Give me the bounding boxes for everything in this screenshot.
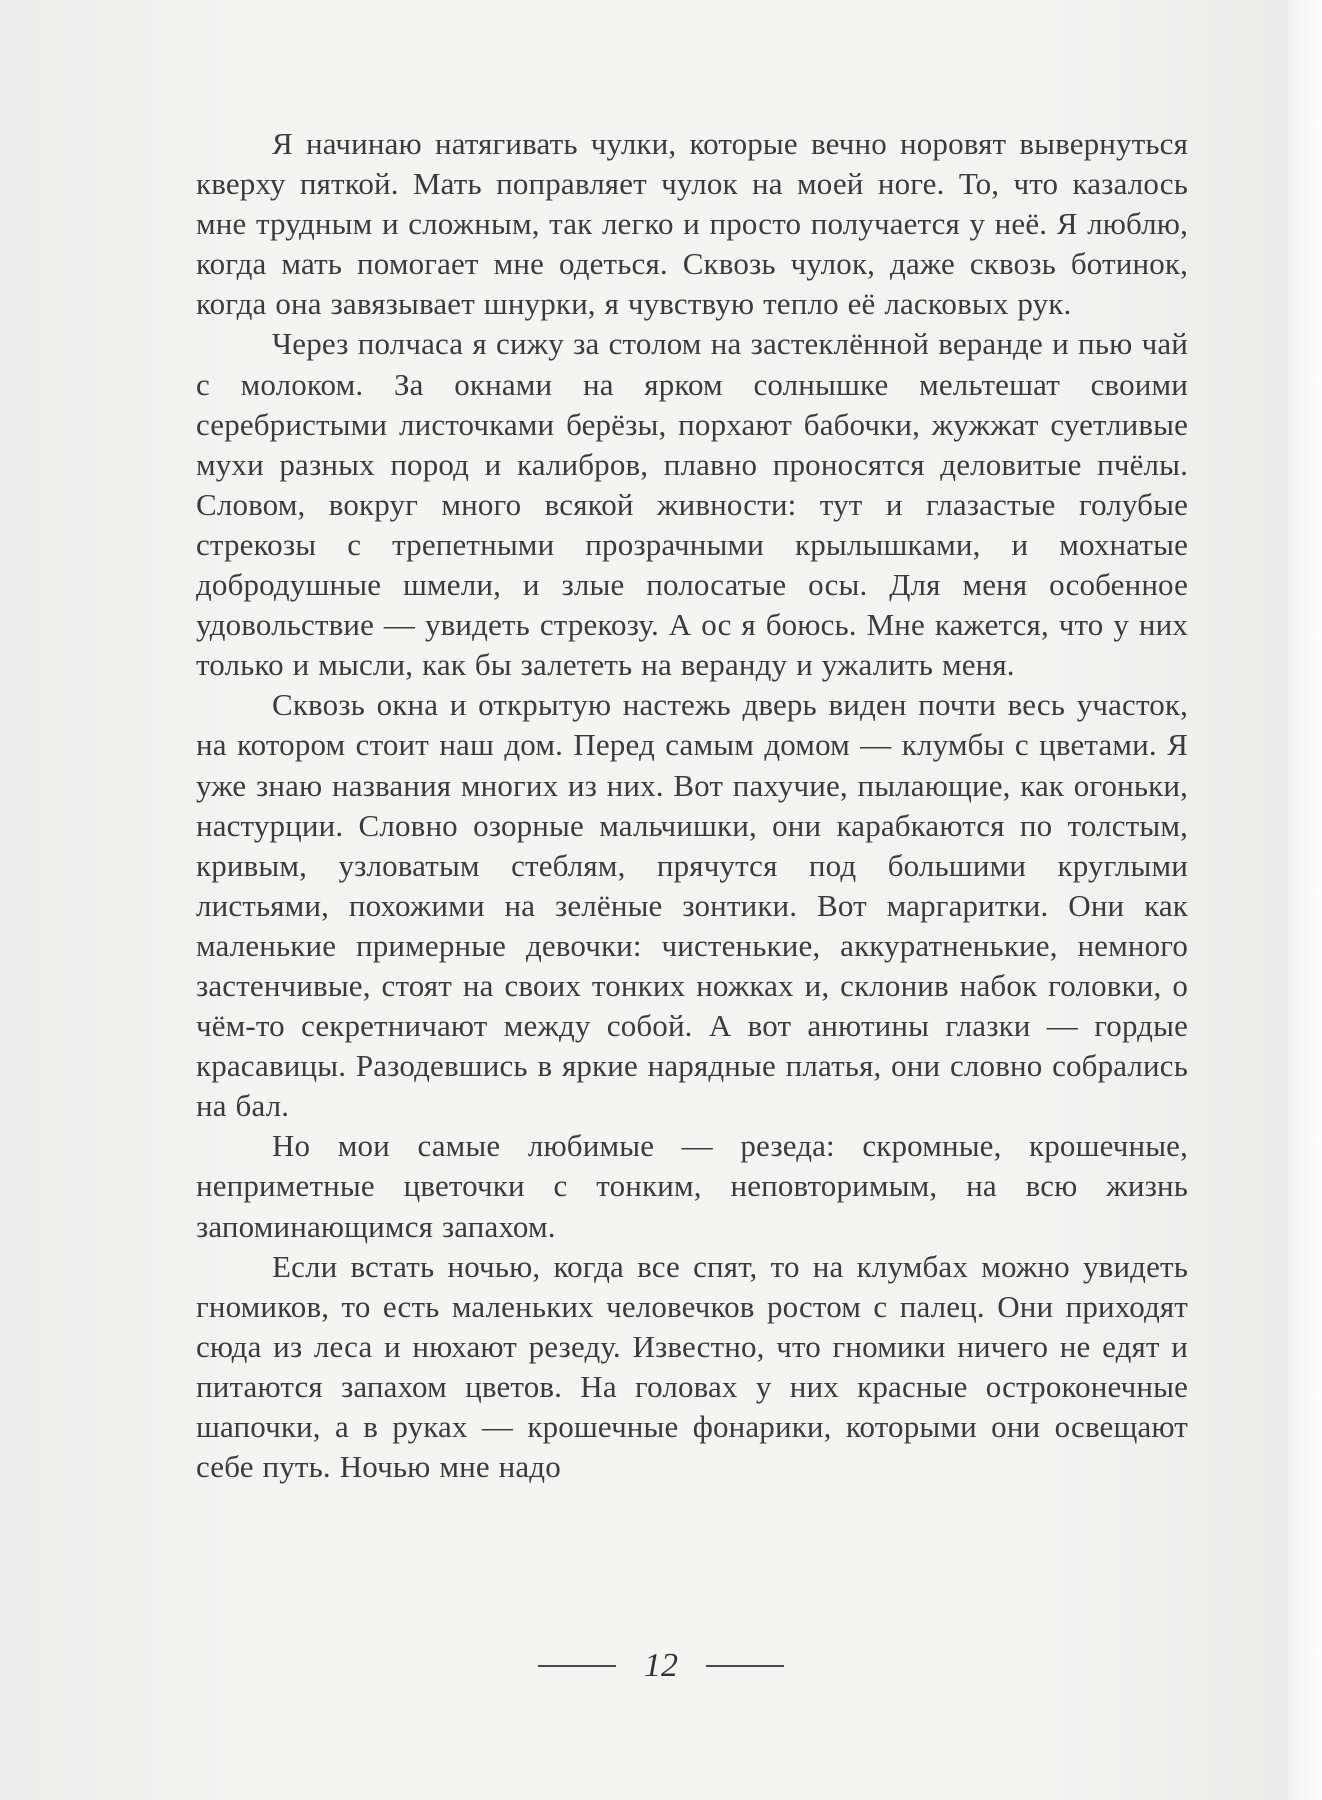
paragraph-1: Я начинаю натягивать чулки, которые вечно норовят вывернуться кверху пяткой. Мать поправляет чулок на моей ноге. То, что казалось мне трудным и сложным, так легко и просто получается у неё. Я люблю, когда мать помогает мне одеться. Сквозь чулок, даже сквозь ботинок, когда она завязывает шнурки, я чувствую тепло её ласковых рук.: [196, 126, 1188, 322]
paragraph-2: Через полчаса я сижу за столом на застеклённой веранде и пью чай с молоком. За окнами на ярком солнышке мельтешат своими серебристыми листочками берёзы, порхают бабочки, жужжат суетливые мухи разных пород и калибров, плавно проносятся деловитые пчёлы. Словом, вокруг много всякой живности: тут и глазастые голубые стрекозы с трепетными прозрачными крылышками, и мохнатые добродушные шмели, и злые полосатые осы. Для меня особенное удовольствие — увидеть стрекозу. А ос я боюсь. Мне кажется, что у них только и мысли, как бы залететь на веранду и ужалить меня.: [196, 326, 1188, 683]
body-text: [196, 124, 1188, 1487]
paragraph-4: Но мои самые любимые — резеда: скромные, крошечные, неприметные цветочки с тонким, неповторимым, на всю жизнь запоминающимся запахом.: [196, 1128, 1188, 1244]
page-edge: [1288, 0, 1322, 1800]
paragraph-3: Сквозь окна и открытую настежь дверь виден почти весь участок, на котором стоит наш дом. Перед самым домом — клумбы с цветами. Я уже знаю названия многих из них. Вот пахучие, пылающие, как огоньки, настурции. Словно озорные мальчишки, они карабкаются по толстым, кривым, узловатым стеблям, прячутся под большими круглыми листьями, похожими на зелёные зонтики. Вот маргаритки. Они как маленькие примерные девочки: чистенькие, аккуратненькие, немного застенчивые, стоят на своих тонких ножках и, склонив набок головки, о чём-то секретничают между собой. А вот анютины глазки — гордые красавицы. Разодевшись в яркие нарядные платья, они словно собрались на бал.: [196, 687, 1188, 1124]
paragraph-5: Если встать ночью, когда все спят, то на клумбах можно увидеть гномиков, то есть маленьких человечков ростом с палец. Они приходят сюда из леса и нюхают резеду. Известно, что гномики ничего не едят и питаются запахом цветов. На головах у них красные остроконечные шапочки, а в руках — крошечные фонарики, которыми они освещают себе путь. Ночью мне надо: [196, 1248, 1188, 1485]
page-number-footer: [0, 1646, 1322, 1686]
footer-rule-left: [538, 1665, 616, 1667]
footer-rule-right: [706, 1665, 784, 1667]
page-number: 12: [644, 1647, 678, 1684]
